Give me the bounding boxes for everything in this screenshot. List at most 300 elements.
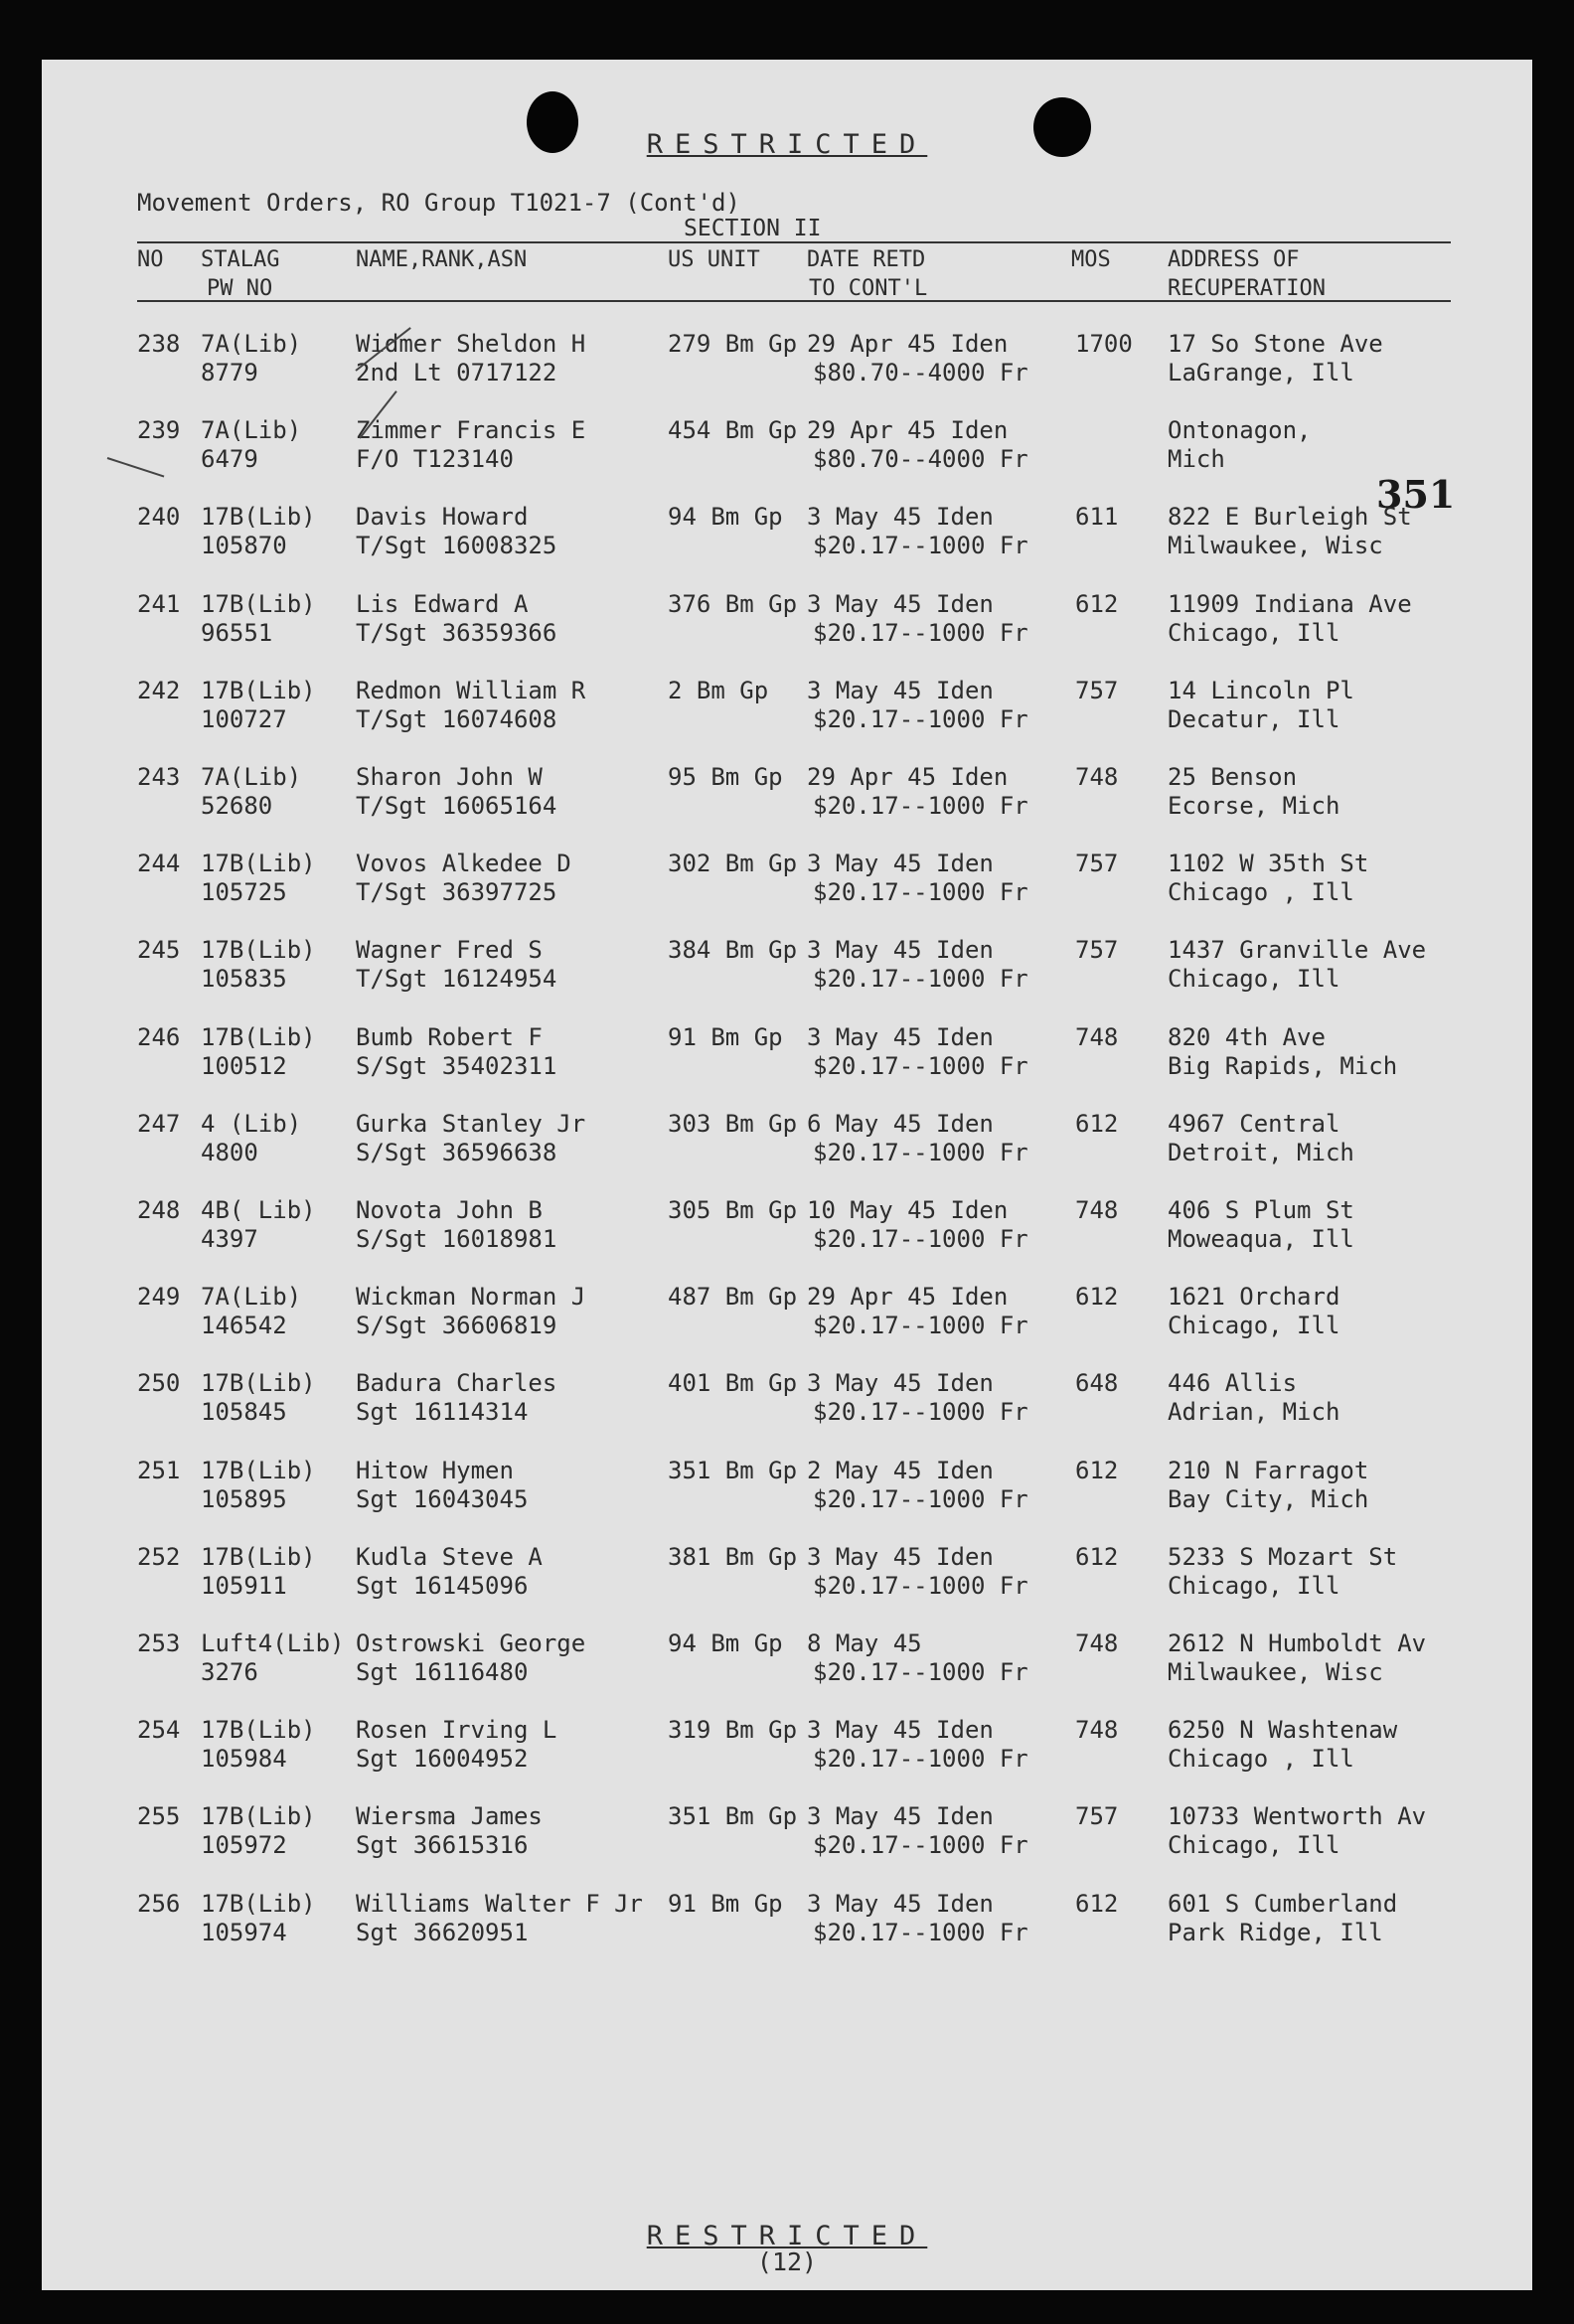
recuperation-address-line1: 2612 N Humboldt Av — [1168, 1629, 1427, 1657]
us-unit-line1: 302 Bm Gp — [668, 850, 798, 878]
us-unit-line1: 487 Bm Gp — [668, 1283, 798, 1312]
entry-number — [137, 763, 180, 792]
recuperation-address-line2: Milwaukee, Wisc — [1168, 1658, 1383, 1686]
recuperation-address — [1168, 1716, 1397, 1774]
date-returned — [807, 1369, 1028, 1427]
name-rank-asn — [356, 1802, 543, 1860]
date-returned-line1: 29 Apr 45 Iden — [807, 763, 1009, 791]
recuperation-address-line2: Chicago , Ill — [1168, 1745, 1354, 1774]
us-unit-line1: 351 Bm Gp — [668, 1456, 798, 1484]
us-unit-line1: 381 Bm Gp — [668, 1542, 798, 1571]
us-unit — [668, 850, 797, 878]
us-unit — [668, 1629, 783, 1658]
name-rank-asn-line1: Lis Edward A — [356, 589, 529, 618]
column-header-unit: US UNIT — [668, 247, 760, 272]
us-unit-line1: 95 Bm Gp — [668, 763, 783, 791]
column-header-date — [807, 245, 927, 303]
name-rank-asn-line2: T/Sgt 16124954 — [356, 965, 557, 994]
mos-code-line1: 612 — [1075, 1889, 1119, 1918]
date-returned-line1: 3 May 45 Iden — [807, 1889, 994, 1918]
stalag-pw-no-line2: 105911 — [201, 1571, 287, 1600]
stalag-pw-no-line1: 17B(Lib) — [201, 1802, 316, 1831]
stalag-pw-no-line1: 17B(Lib) — [201, 503, 316, 532]
us-unit — [668, 1283, 797, 1312]
name-rank-asn-line2: T/Sgt 16008325 — [356, 532, 557, 560]
stalag-pw-no — [201, 763, 301, 821]
mos-code-line1: 748 — [1075, 1196, 1119, 1224]
us-unit-line1: 454 Bm Gp — [668, 416, 798, 445]
us-unit-line1: 91 Bm Gp — [668, 1022, 783, 1051]
mos-code-line1: 612 — [1075, 1456, 1119, 1484]
mos-code — [1075, 1110, 1118, 1139]
entry-number — [137, 330, 180, 359]
recuperation-address-line1: 406 S Plum St — [1168, 1196, 1354, 1224]
recuperation-address-line1: 25 Benson — [1168, 763, 1298, 791]
entry-number — [137, 1890, 180, 1919]
column-header-address-line2: RECUPERATION — [1168, 276, 1326, 301]
recuperation-address — [1168, 1196, 1354, 1254]
us-unit-line1: 91 Bm Gp — [668, 1889, 783, 1918]
page-stamp-number: 351 — [1376, 472, 1456, 517]
date-returned — [807, 763, 1028, 821]
table-row — [0, 1283, 1574, 1342]
us-unit-line1: 401 Bm Gp — [668, 1369, 798, 1398]
stalag-pw-no-line1: 17B(Lib) — [201, 1889, 316, 1918]
name-rank-asn-line2: T/Sgt 16074608 — [356, 704, 557, 733]
mos-code — [1075, 850, 1118, 878]
us-unit-line1: 305 Bm Gp — [668, 1196, 798, 1224]
entry-number-line1: 239 — [137, 416, 181, 445]
date-returned-line1: 3 May 45 Iden — [807, 1542, 994, 1571]
date-returned-line2: $80.70--4000 Fr — [813, 445, 1028, 474]
recuperation-address-line1: 4967 Central — [1168, 1109, 1340, 1138]
stalag-pw-no-line2: 105972 — [201, 1831, 287, 1860]
entry-number-line1: 238 — [137, 330, 181, 358]
recuperation-address — [1168, 1890, 1397, 1947]
mos-code-line1: 748 — [1075, 763, 1119, 791]
name-rank-asn-line1: Davis Howard — [356, 503, 529, 532]
stalag-pw-no — [201, 590, 316, 648]
recuperation-address — [1168, 1802, 1426, 1860]
stalag-pw-no-line2: 4397 — [201, 1225, 258, 1253]
mos-code — [1075, 1023, 1118, 1052]
stalag-pw-no-line2: 105895 — [201, 1484, 287, 1513]
recuperation-address-line2: Chicago , Ill — [1168, 878, 1354, 907]
date-returned — [807, 416, 1028, 474]
date-returned-line2: $20.17--1000 Fr — [813, 792, 1028, 820]
date-returned-line2: $20.17--1000 Fr — [813, 1918, 1028, 1946]
recuperation-address — [1168, 763, 1339, 821]
mos-code — [1075, 1890, 1118, 1919]
date-returned — [807, 1023, 1028, 1081]
mos-code — [1075, 1369, 1118, 1398]
entry-number-line1: 240 — [137, 503, 181, 532]
us-unit-line1: 2 Bm Gp — [668, 676, 769, 704]
name-rank-asn-line1: Rosen Irving L — [356, 1716, 557, 1745]
date-returned — [807, 1543, 1028, 1601]
stalag-pw-no — [201, 1802, 316, 1860]
date-returned-line1: 29 Apr 45 Iden — [807, 330, 1009, 358]
table-row — [0, 1110, 1574, 1169]
us-unit-line1: 94 Bm Gp — [668, 503, 783, 532]
mos-code — [1075, 936, 1118, 965]
name-rank-asn-line1: Gurka Stanley Jr — [356, 1109, 586, 1138]
us-unit-line1: 351 Bm Gp — [668, 1802, 798, 1831]
recuperation-address-line1: 14 Lincoln Pl — [1168, 676, 1354, 704]
recuperation-address-line2: Ecorse, Mich — [1168, 792, 1340, 820]
stalag-pw-no-line1: 17B(Lib) — [201, 1542, 316, 1571]
column-header-stalag-line1: STALAG — [201, 247, 280, 272]
column-header-address — [1168, 245, 1326, 303]
recuperation-address — [1168, 1283, 1339, 1340]
recuperation-address-line1: 17 So Stone Ave — [1168, 330, 1383, 358]
us-unit — [668, 1457, 797, 1485]
stalag-pw-no-line2: 3276 — [201, 1658, 258, 1686]
name-rank-asn-line1: Kudla Steve A — [356, 1542, 543, 1571]
name-rank-asn-line1: Wagner Fred S — [356, 936, 543, 965]
recuperation-address-line1: 210 N Farragot — [1168, 1456, 1369, 1484]
stalag-pw-no — [201, 936, 316, 994]
table-row — [0, 677, 1574, 736]
date-returned-line2: $20.17--1000 Fr — [813, 1571, 1028, 1600]
stalag-pw-no — [201, 1629, 345, 1687]
mos-code-line1: 748 — [1075, 1716, 1119, 1745]
entry-number — [137, 1543, 180, 1572]
recuperation-address — [1168, 330, 1383, 387]
mos-code-line1: 612 — [1075, 1542, 1119, 1571]
recuperation-address-line1: 1621 Orchard — [1168, 1283, 1340, 1312]
entry-number-line1: 255 — [137, 1802, 181, 1831]
entry-number — [137, 1716, 180, 1745]
name-rank-asn — [356, 677, 585, 734]
entry-number-line1: 252 — [137, 1542, 181, 1571]
us-unit-line1: 279 Bm Gp — [668, 330, 798, 358]
mos-code-line1: 748 — [1075, 1022, 1119, 1051]
us-unit — [668, 1369, 797, 1398]
restricted-footer: RESTRICTED — [646, 2221, 928, 2251]
date-returned-line1: 3 May 45 Iden — [807, 936, 994, 965]
table-row — [0, 1369, 1574, 1429]
recuperation-address — [1168, 1023, 1397, 1081]
name-rank-asn-line1: Sharon John W — [356, 763, 543, 791]
us-unit — [668, 416, 797, 445]
name-rank-asn-line1: Hitow Hymen — [356, 1456, 514, 1484]
entry-number — [137, 1629, 180, 1658]
name-rank-asn-line2: S/Sgt 16018981 — [356, 1225, 557, 1253]
entry-number — [137, 936, 180, 965]
entry-number-line1: 253 — [137, 1629, 181, 1657]
recuperation-address-line1: 446 Allis — [1168, 1369, 1298, 1398]
date-returned-line2: $20.17--1000 Fr — [813, 532, 1028, 560]
stalag-pw-no — [201, 1716, 316, 1774]
date-returned-line1: 2 May 45 Iden — [807, 1456, 994, 1484]
recuperation-address — [1168, 1457, 1368, 1514]
mos-code — [1075, 330, 1133, 359]
stalag-pw-no-line2: 105984 — [201, 1745, 287, 1774]
stalag-pw-no — [201, 1457, 316, 1514]
name-rank-asn — [356, 763, 556, 821]
us-unit-line1: 94 Bm Gp — [668, 1629, 783, 1657]
table-row — [0, 763, 1574, 823]
us-unit — [668, 590, 797, 619]
recuperation-address-line2: LaGrange, Ill — [1168, 359, 1354, 387]
mos-code — [1075, 763, 1118, 792]
recuperation-address-line1: 822 E Burleigh St — [1168, 503, 1412, 532]
date-returned — [807, 850, 1028, 907]
stalag-pw-no — [201, 503, 316, 560]
entry-number-line1: 246 — [137, 1022, 181, 1051]
stalag-pw-no-line2: 105974 — [201, 1918, 287, 1946]
us-unit — [668, 1196, 797, 1225]
date-returned — [807, 1196, 1028, 1254]
stalag-pw-no-line1: 17B(Lib) — [201, 1456, 316, 1484]
recuperation-address-line2: Mich — [1168, 445, 1225, 474]
entry-number — [137, 1196, 180, 1225]
name-rank-asn-line1: Vovos Alkedee D — [356, 850, 571, 878]
table-row — [0, 1802, 1574, 1862]
name-rank-asn-line2: Sgt 16145096 — [356, 1571, 529, 1600]
name-rank-asn-line2: T/Sgt 36397725 — [356, 878, 557, 907]
stalag-pw-no-line1: 4B( Lib) — [201, 1196, 316, 1224]
recuperation-address — [1168, 590, 1412, 648]
recuperation-address — [1168, 936, 1426, 994]
name-rank-asn-line2: Sgt 16114314 — [356, 1398, 529, 1427]
stalag-pw-no-line2: 105835 — [201, 965, 287, 994]
name-rank-asn-line2: T/Sgt 36359366 — [356, 618, 557, 647]
table-row — [0, 1543, 1574, 1603]
entry-number-line1: 244 — [137, 850, 181, 878]
recuperation-address — [1168, 1543, 1397, 1601]
name-rank-asn-line2: 2nd Lt 0717122 — [356, 359, 557, 387]
us-unit — [668, 503, 783, 532]
stalag-pw-no-line2: 105845 — [201, 1398, 287, 1427]
us-unit-line1: 319 Bm Gp — [668, 1716, 798, 1745]
name-rank-asn-line2: S/Sgt 36606819 — [356, 1312, 557, 1340]
stalag-pw-no-line1: 4 (Lib) — [201, 1109, 302, 1138]
mos-code — [1075, 1716, 1118, 1745]
column-header-name: NAME,RANK,ASN — [356, 247, 528, 272]
date-returned-line2: $80.70--4000 Fr — [813, 359, 1028, 387]
date-returned-line2: $20.17--1000 Fr — [813, 1398, 1028, 1427]
entry-number — [137, 1283, 180, 1312]
stalag-pw-no-line2: 105870 — [201, 532, 287, 560]
name-rank-asn — [356, 590, 556, 648]
recuperation-address — [1168, 1629, 1426, 1687]
recuperation-address-line1: 1437 Granville Ave — [1168, 936, 1427, 965]
entry-number-line1: 245 — [137, 936, 181, 965]
table-row — [0, 1457, 1574, 1516]
table-row — [0, 850, 1574, 909]
recuperation-address-line2: Detroit, Mich — [1168, 1138, 1354, 1166]
us-unit — [668, 936, 797, 965]
mos-code — [1075, 1543, 1118, 1572]
stalag-pw-no-line1: 17B(Lib) — [201, 676, 316, 704]
name-rank-asn — [356, 1716, 556, 1774]
stalag-pw-no-line1: 7A(Lib) — [201, 763, 302, 791]
mos-code-line1: 612 — [1075, 1283, 1119, 1312]
name-rank-asn — [356, 1543, 543, 1601]
entry-number — [137, 590, 180, 619]
recuperation-address — [1168, 503, 1412, 560]
recuperation-address-line2: Chicago, Ill — [1168, 965, 1340, 994]
stalag-pw-no-line1: 17B(Lib) — [201, 850, 316, 878]
date-returned-line2: $20.17--1000 Fr — [813, 1225, 1028, 1253]
recuperation-address-line2: Decatur, Ill — [1168, 704, 1340, 733]
name-rank-asn-line2: S/Sgt 36596638 — [356, 1138, 557, 1166]
entry-number — [137, 1110, 180, 1139]
stalag-pw-no — [201, 1543, 316, 1601]
entry-number-line1: 248 — [137, 1196, 181, 1224]
mos-code — [1075, 677, 1118, 705]
date-returned-line1: 6 May 45 Iden — [807, 1109, 994, 1138]
date-returned-line2: $20.17--1000 Fr — [813, 1831, 1028, 1860]
mos-code — [1075, 1629, 1118, 1658]
us-unit — [668, 1543, 797, 1572]
date-returned-line1: 29 Apr 45 Iden — [807, 416, 1009, 445]
name-rank-asn — [356, 503, 556, 560]
mos-code — [1075, 1283, 1118, 1312]
stalag-pw-no-line1: 7A(Lib) — [201, 1283, 302, 1312]
section-label: SECTION II — [684, 216, 822, 241]
stalag-pw-no-line2: 52680 — [201, 792, 273, 820]
stalag-pw-no — [201, 1283, 301, 1340]
us-unit — [668, 1890, 783, 1919]
us-unit-line1: 376 Bm Gp — [668, 589, 798, 618]
entry-number — [137, 416, 180, 445]
mos-code — [1075, 1457, 1118, 1485]
mos-code-line1: 612 — [1075, 589, 1119, 618]
stalag-pw-no-line2: 96551 — [201, 618, 273, 647]
stalag-pw-no — [201, 1890, 316, 1947]
entry-number — [137, 677, 180, 705]
entry-number — [137, 850, 180, 878]
stalag-pw-no-line2: 146542 — [201, 1312, 287, 1340]
date-returned-line1: 3 May 45 Iden — [807, 503, 994, 532]
name-rank-asn-line2: Sgt 16116480 — [356, 1658, 529, 1686]
recuperation-address — [1168, 1369, 1339, 1427]
name-rank-asn — [356, 1369, 556, 1427]
mos-code-line1: 757 — [1075, 850, 1119, 878]
date-returned-line2: $20.17--1000 Fr — [813, 965, 1028, 994]
recuperation-address-line1: 5233 S Mozart St — [1168, 1542, 1398, 1571]
date-returned — [807, 936, 1028, 994]
recuperation-address-line2: Big Rapids, Mich — [1168, 1051, 1398, 1080]
date-returned-line2: $20.17--1000 Fr — [813, 618, 1028, 647]
entry-number — [137, 1369, 180, 1398]
page-number: (12) — [756, 2247, 818, 2276]
column-header-stalag — [201, 245, 279, 303]
date-returned-line1: 3 May 45 Iden — [807, 1369, 994, 1398]
recuperation-address-line1: 601 S Cumberland — [1168, 1889, 1398, 1918]
us-unit — [668, 1802, 797, 1831]
mos-code-line1: 611 — [1075, 503, 1119, 532]
recuperation-address-line2: Chicago, Ill — [1168, 1571, 1340, 1600]
mos-code-line1: 1700 — [1075, 330, 1133, 358]
stalag-pw-no — [201, 677, 316, 734]
us-unit-line1: 303 Bm Gp — [668, 1109, 798, 1138]
entry-number-line1: 250 — [137, 1369, 181, 1398]
us-unit — [668, 677, 768, 705]
recuperation-address — [1168, 1110, 1354, 1167]
name-rank-asn — [356, 1023, 556, 1081]
stalag-pw-no-line1: Luft4(Lib) — [201, 1629, 345, 1657]
name-rank-asn-line1: Williams Walter F Jr — [356, 1889, 643, 1918]
date-returned-line2: $20.17--1000 Fr — [813, 1658, 1028, 1686]
recuperation-address-line2: Chicago, Ill — [1168, 1312, 1340, 1340]
date-returned-line2: $20.17--1000 Fr — [813, 1312, 1028, 1340]
recuperation-address-line1: 11909 Indiana Ave — [1168, 589, 1412, 618]
table-row — [0, 1890, 1574, 1949]
stalag-pw-no-line2: 105725 — [201, 878, 287, 907]
name-rank-asn-line1: Wickman Norman J — [356, 1283, 586, 1312]
restricted-header: RESTRICTED — [646, 129, 928, 160]
stalag-pw-no-line2: 4800 — [201, 1138, 258, 1166]
recuperation-address-line2: Milwaukee, Wisc — [1168, 532, 1383, 560]
mos-code — [1075, 503, 1118, 532]
header-rule-top — [137, 241, 1451, 243]
name-rank-asn-line1: Widmer Sheldon H — [356, 330, 586, 358]
name-rank-asn-line2: T/Sgt 16065164 — [356, 792, 557, 820]
entry-number-line1: 241 — [137, 589, 181, 618]
entry-number-line1: 247 — [137, 1109, 181, 1138]
stalag-pw-no-line1: 17B(Lib) — [201, 1716, 316, 1745]
table-row — [0, 936, 1574, 996]
stalag-pw-no — [201, 330, 301, 387]
date-returned — [807, 677, 1028, 734]
recuperation-address — [1168, 677, 1354, 734]
us-unit-line1: 384 Bm Gp — [668, 936, 798, 965]
mos-code — [1075, 1802, 1118, 1831]
recuperation-address-line1: 1102 W 35th St — [1168, 850, 1369, 878]
name-rank-asn — [356, 1629, 585, 1687]
name-rank-asn — [356, 1283, 585, 1340]
date-returned-line1: 3 May 45 Iden — [807, 676, 994, 704]
table-row — [0, 1629, 1574, 1689]
name-rank-asn-line1: Bumb Robert F — [356, 1022, 543, 1051]
document-page — [42, 60, 1532, 2290]
stalag-pw-no-line2: 100512 — [201, 1051, 287, 1080]
recuperation-address-line1: 10733 Wentworth Av — [1168, 1802, 1427, 1831]
table-row — [0, 330, 1574, 389]
date-returned-line1: 3 May 45 Iden — [807, 850, 994, 878]
date-returned — [807, 503, 1028, 560]
table-row — [0, 1023, 1574, 1083]
mos-code-line1: 757 — [1075, 936, 1119, 965]
entry-number-line1: 254 — [137, 1716, 181, 1745]
stalag-pw-no — [201, 1110, 301, 1167]
recuperation-address-line2: Moweaqua, Ill — [1168, 1225, 1354, 1253]
date-returned-line2: $20.17--1000 Fr — [813, 704, 1028, 733]
date-returned — [807, 330, 1028, 387]
date-returned-line2: $20.17--1000 Fr — [813, 878, 1028, 907]
stalag-pw-no-line2: 100727 — [201, 704, 287, 733]
name-rank-asn — [356, 416, 585, 474]
name-rank-asn — [356, 1457, 528, 1514]
stalag-pw-no-line1: 7A(Lib) — [201, 416, 302, 445]
table-row — [0, 1196, 1574, 1256]
recuperation-address-line2: Adrian, Mich — [1168, 1398, 1340, 1427]
mos-code-line1: 612 — [1075, 1109, 1119, 1138]
name-rank-asn — [356, 850, 571, 907]
name-rank-asn — [356, 936, 556, 994]
date-returned-line2: $20.17--1000 Fr — [813, 1484, 1028, 1513]
entry-number — [137, 1023, 180, 1052]
name-rank-asn — [356, 1110, 585, 1167]
stalag-pw-no-line1: 17B(Lib) — [201, 589, 316, 618]
date-returned — [807, 1110, 1028, 1167]
recuperation-address — [1168, 416, 1312, 474]
date-returned-line1: 3 May 45 Iden — [807, 1716, 994, 1745]
